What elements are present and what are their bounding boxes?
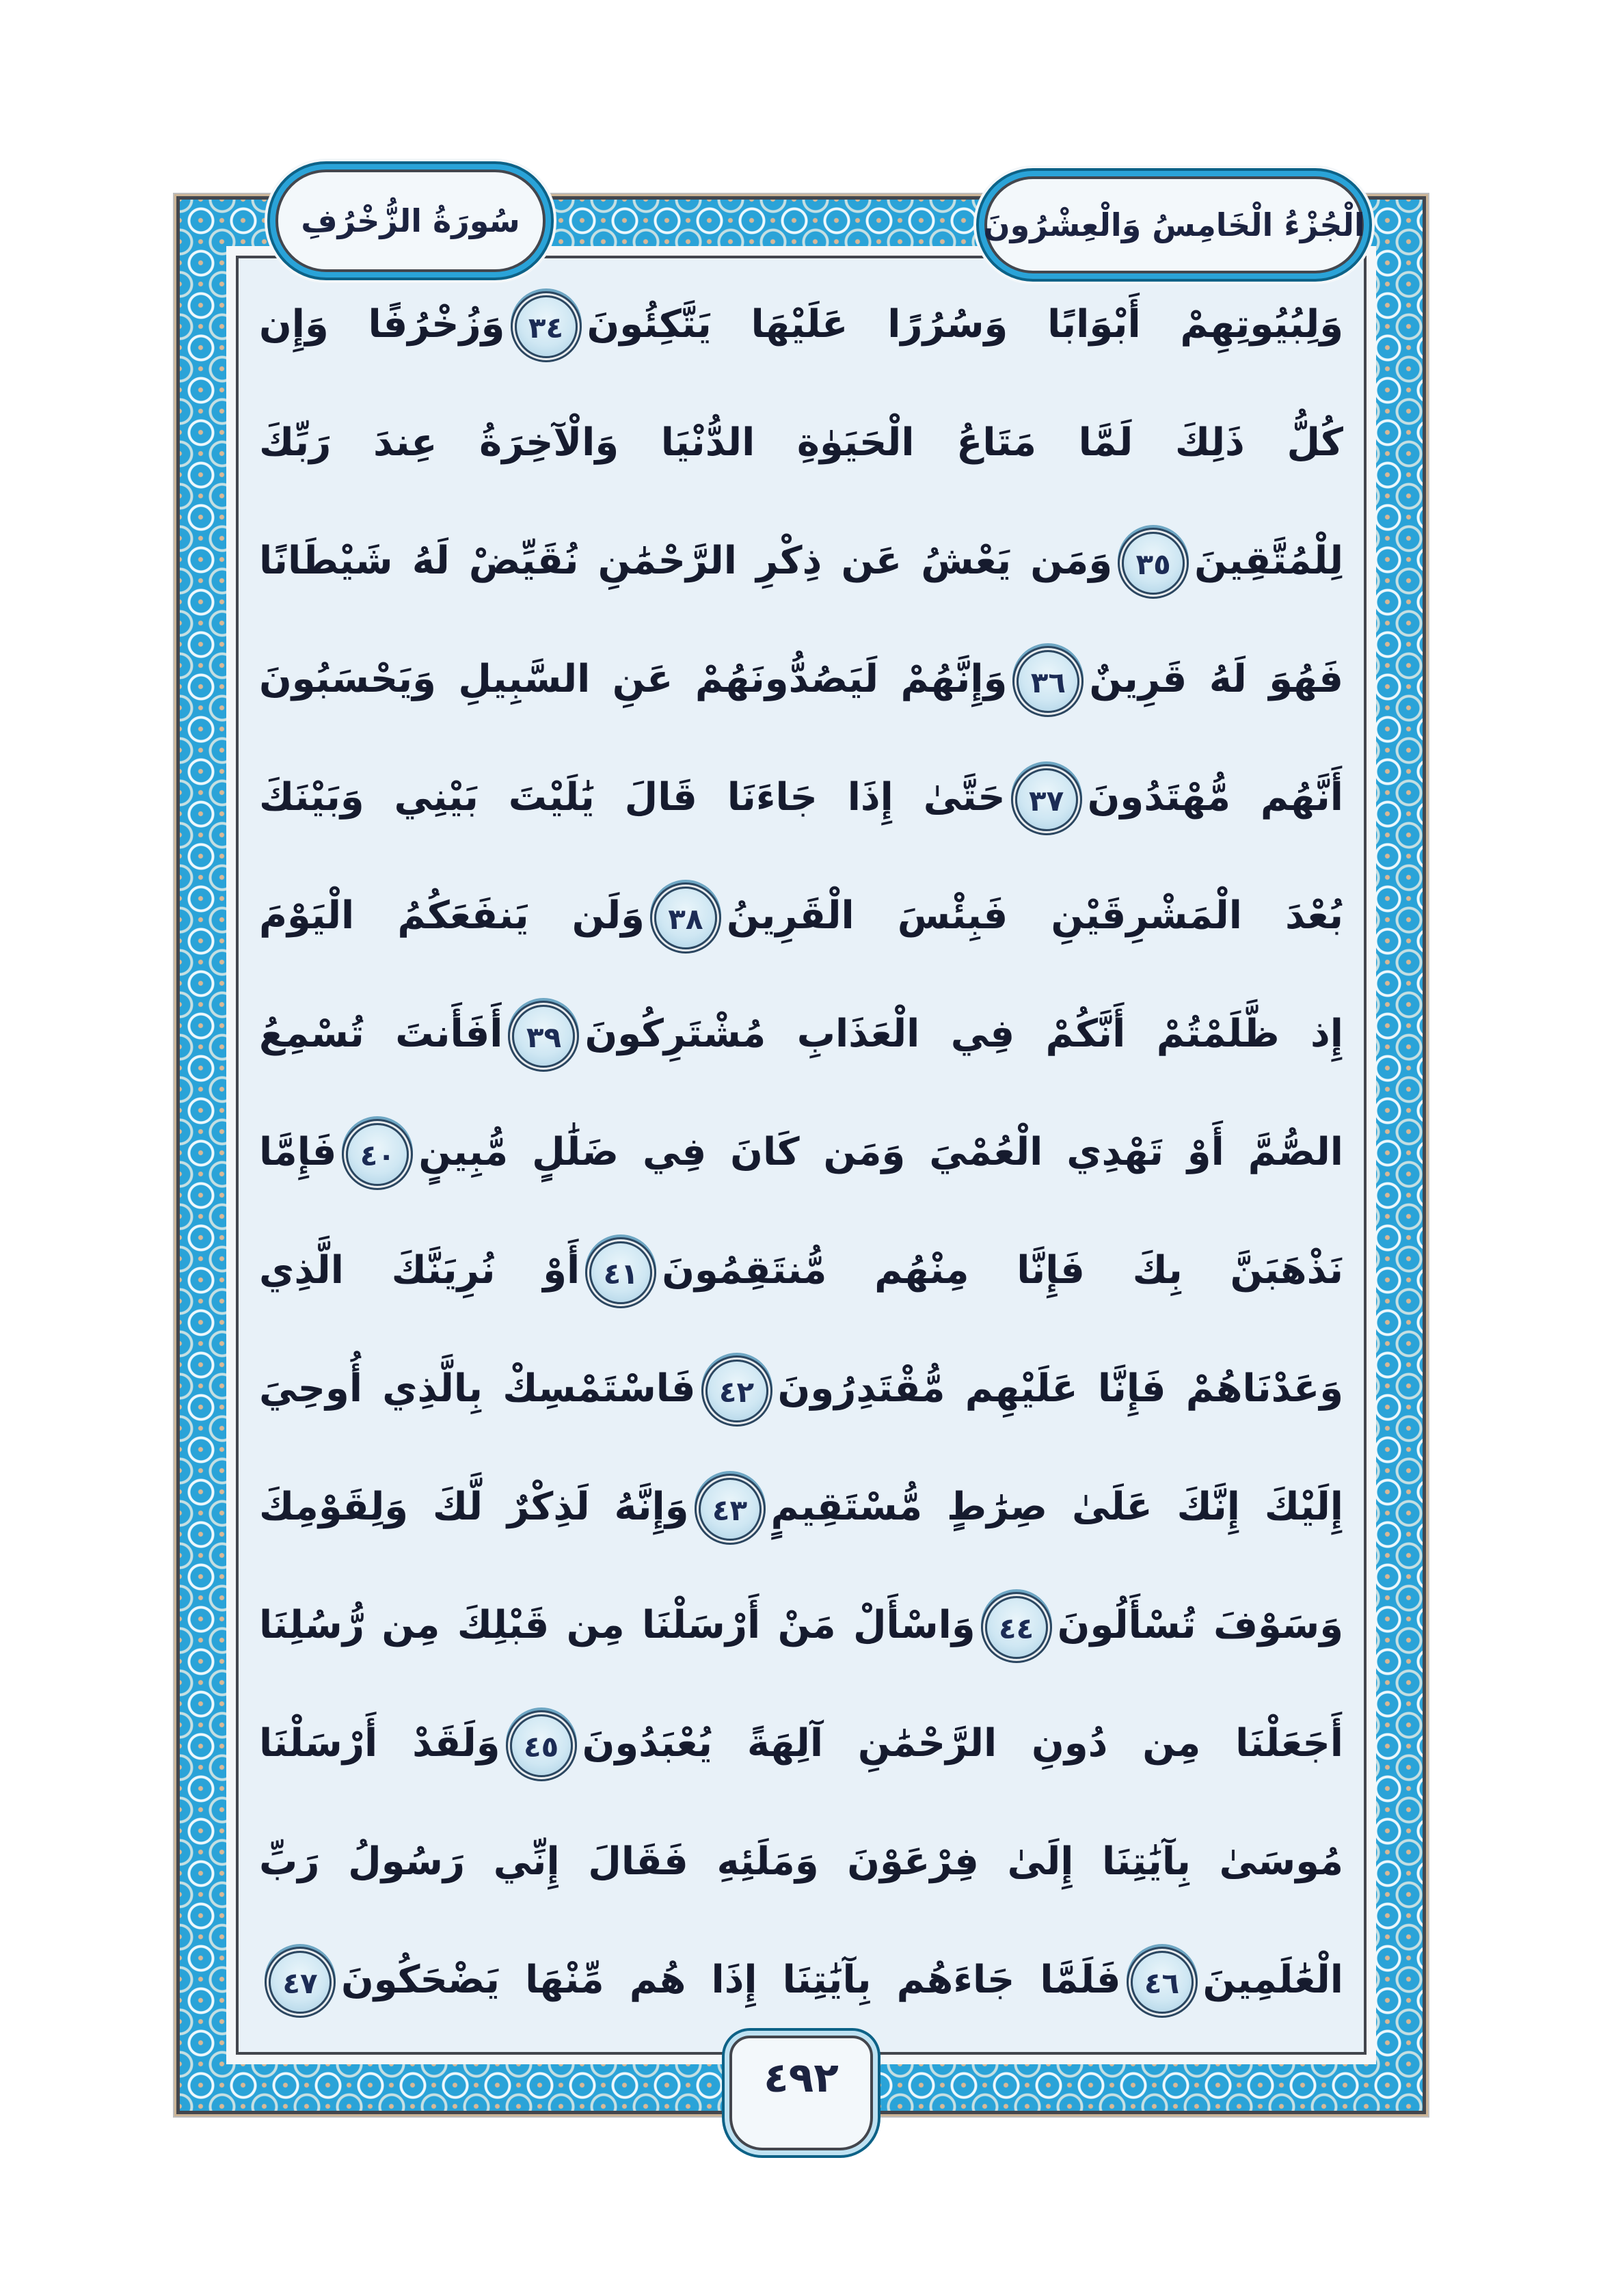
ayah-number: ٣٦ [1030, 665, 1066, 699]
ayah-number: ٤٠ [360, 1138, 396, 1172]
quran-words: وَعَدْنَاهُمْ فَإِنَّا عَلَيْهِم مُّقْتَدِرُونَ [777, 1366, 1344, 1411]
surah-title: سُورَةُ الزُّخْرُفِ [301, 202, 520, 239]
ayah-marker-rosette [589, 1241, 652, 1304]
ayah-marker-rosette [512, 1005, 575, 1068]
quran-words: وَلَن يَنفَعَكُمُ الْيَوْمَ [259, 893, 645, 938]
quran-line [259, 1921, 1343, 2039]
ayah-number: ٤٥ [523, 1729, 559, 1764]
quran-words: الصُّمَّ أَوْ تَهْدِي الْعُمْيَ وَمَن كَانَ فِي ضَلَٰلٍ مُّبِينٍ [418, 1130, 1343, 1174]
ayah-marker-rosette [654, 887, 717, 949]
quran-line [259, 265, 1343, 383]
ayah-marker-rosette [1015, 768, 1078, 831]
ayah-number: ٣٧ [1028, 783, 1064, 818]
quran-words: الْعَٰلَمِينَ [1202, 1958, 1343, 2002]
ayah-marker-rosette [699, 1478, 762, 1541]
quran-line [259, 1566, 1343, 1684]
ayah-number: ٤٧ [282, 1966, 318, 2000]
quran-words: فَلَمَّا جَاءَهُم بِآيَٰتِنَا إِذَا هُم مِّنْهَا يَضْحَكُونَ [341, 1958, 1121, 2002]
quran-words: إِلَيْكَ إِنَّكَ عَلَىٰ صِرَٰطٍ مُّسْتَقِيمٍ [770, 1485, 1343, 1529]
ayah-marker-rosette [346, 1123, 409, 1186]
ayah-number: ٣٨ [668, 902, 703, 936]
ayah-number: ٤٣ [712, 1493, 748, 1527]
ayah-marker-rosette [1131, 1951, 1194, 2014]
ayah-marker-rosette [269, 1951, 332, 2014]
ayah-number: ٣٤ [528, 310, 564, 345]
quran-line [259, 1448, 1343, 1566]
page-number: ٤٩٢ [764, 2054, 839, 2102]
quran-line [259, 620, 1343, 738]
quran-words: فَإِمَّا [259, 1130, 337, 1174]
quran-text [259, 265, 1343, 2039]
quran-words: لِلْمُتَّقِينَ [1194, 539, 1343, 583]
ayah-number: ٣٥ [1135, 547, 1171, 581]
quran-words: وَزُخْرُفًا وَإِن [259, 302, 505, 347]
surah-title-cartouche [275, 170, 546, 272]
quran-words: وَاسْأَلْ مَنْ أَرْسَلْنَا مِن قَبْلِكَ مِن رُّسُلِنَا [259, 1603, 976, 1647]
quran-words: وَسَوْفَ تُسْأَلُونَ [1057, 1603, 1344, 1647]
quran-words: أَجَعَلْنَا مِن دُونِ الرَّحْمَٰنِ آلِهَةً يُعْبَدُونَ [582, 1721, 1344, 1766]
quran-line [259, 1802, 1343, 1921]
quran-words: أَنَّهُم مُّهْتَدُونَ [1087, 775, 1344, 820]
quran-words: وَلِبُيُوتِهِمْ أَبْوَابًا وَسُرُرًا عَلَيْهَا يَتَّكِئُونَ [587, 302, 1344, 347]
ayah-number: ٤٤ [999, 1611, 1034, 1645]
quran-line [259, 975, 1343, 1093]
quran-words: حَتَّىٰ إِذَا جَاءَنَا قَالَ يَٰلَيْتَ بَيْنِي وَبَيْنَكَ [259, 775, 1006, 820]
juz-title-cartouche [984, 176, 1364, 273]
ayah-marker-rosette [985, 1596, 1048, 1659]
quran-words: وَإِنَّهُ لَذِكْرٌ لَّكَ وَلِقَوْمِكَ [259, 1485, 689, 1529]
ayah-marker-rosette [510, 1714, 573, 1777]
quran-words: أَفَأَنتَ تُسْمِعُ [259, 1012, 503, 1056]
ayah-marker-rosette [1122, 532, 1185, 595]
quran-line [259, 856, 1343, 975]
juz-title: الْجُزْءُ الْخَامِسُ وَالْعِشْرُونَ [983, 206, 1365, 243]
ayah-number: ٤٢ [718, 1375, 755, 1409]
quran-line [259, 1211, 1343, 1329]
quran-words: نَذْهَبَنَّ بِكَ فَإِنَّا مِنْهُم مُّنتَقِمُونَ [662, 1248, 1343, 1293]
quran-words: أَوْ نُرِيَنَّكَ الَّذِي [259, 1248, 580, 1293]
ayah-number: ٤١ [603, 1256, 638, 1291]
ayah-marker-rosette [705, 1360, 768, 1422]
quran-words: وَإِنَّهُمْ لَيَصُدُّونَهُمْ عَنِ السَّبِيلِ وَيَحْسَبُونَ [259, 657, 1008, 701]
quran-text-area [236, 256, 1367, 2055]
quran-words: فَاسْتَمْسِكْ بِالَّذِي أُوحِيَ [259, 1366, 696, 1411]
ayah-number: ٤٦ [1144, 1966, 1180, 2000]
quran-words: فَهُوَ لَهُ قَرِينٌ [1089, 657, 1343, 701]
quran-words: وَمَن يَعْشُ عَن ذِكْرِ الرَّحْمَٰنِ نُقَيِّضْ لَهُ شَيْطَانًا [259, 539, 1113, 583]
ayah-marker-rosette [1017, 650, 1079, 713]
page-number-cartouche [729, 2036, 873, 2150]
ayah-number: ٣٩ [526, 1020, 562, 1054]
quran-line [259, 383, 1343, 502]
quran-words: كُلُّ ذَلِكَ لَمَّا مَتَاعُ الْحَيَوٰةِ الدُّنْيَا وَالْآخِرَةُ عِندَ رَبِّكَ [259, 420, 1343, 465]
quran-words: بُعْدَ الْمَشْرِقَيْنِ فَبِئْسَ الْقَرِينُ [726, 893, 1343, 938]
quran-line [259, 1684, 1343, 1802]
ayah-marker-rosette [515, 295, 578, 358]
quran-words: مُوسَىٰ بِآيَٰتِنَا إِلَىٰ فِرْعَوْنَ وَمَلَئِهِ فَقَالَ إِنِّي رَسُولُ رَبِّ [259, 1839, 1343, 1884]
quran-line [259, 502, 1343, 620]
quran-words: إِذ ظَّلَمْتُمْ أَنَّكُمْ فِي الْعَذَابِ مُشْتَرِكُونَ [584, 1012, 1343, 1056]
ornamental-border-frame [176, 196, 1426, 2114]
quran-words: وَلَقَدْ أَرْسَلْنَا [259, 1721, 500, 1766]
quran-line [259, 1329, 1343, 1448]
quran-line [259, 738, 1343, 856]
quran-line [259, 1093, 1343, 1211]
